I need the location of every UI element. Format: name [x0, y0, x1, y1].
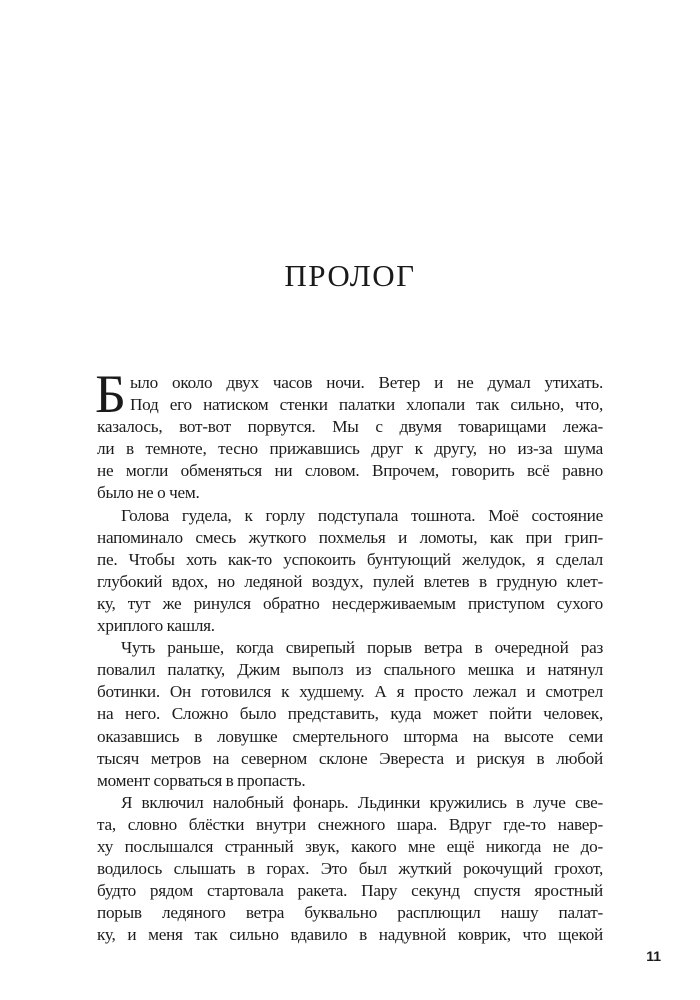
- text-line: повалил палатку, Джим выполз из спального мешка и натянул: [97, 660, 603, 680]
- text-line: ботинки. Он готовился к худшему. А я просто лежал и смотрел: [97, 682, 603, 702]
- text-line: порыв ледяного ветра буквально расплющил нашу палат-: [97, 903, 603, 923]
- text-line: Голова гудела, к горлу подступала тошнота. Моё состояние: [121, 505, 603, 525]
- text-line: водилось слышать в горах. Это был жуткий рокочущий грохот,: [97, 859, 603, 879]
- text-line: пе. Чтобы хоть как-то успокоить бунтующий желудок, я сделал: [97, 549, 603, 569]
- paragraph-2: [97, 505, 603, 638]
- text-line: будто рядом стартовала ракета. Пару секунд спустя яростный: [97, 881, 603, 901]
- text-line: ли в темноте, тесно прижавшись друг к другу, но из-за шума: [97, 439, 603, 459]
- page-number: 11: [646, 948, 661, 964]
- chapter-title: ПРОЛОГ: [284, 258, 416, 293]
- text-line: та, словно блёстки внутри снежного шара. Вдруг где-то навер-: [97, 814, 603, 834]
- text-line: оказавшись в ловушке смертельного шторма на высоте семи: [97, 726, 603, 746]
- text-line: тысяч метров на северном склоне Эвереста и рискуя в любой: [97, 748, 603, 768]
- text-line: Я включил налобный фонарь. Льдинки кружились в луче све-: [121, 792, 603, 812]
- text-line: ку, тут же ринулся обратно несдерживаемым приступом сухого: [97, 593, 603, 613]
- body-text: [95, 364, 603, 946]
- paragraph-3: [97, 637, 603, 792]
- text-line: ку, и меня так сильно вдавило в надувной коврик, что щекой: [97, 925, 603, 945]
- text-line: не могли обменяться ни словом. Впрочем, говорить всё равно: [97, 461, 603, 481]
- paragraph-1: [95, 364, 603, 505]
- text-line: напоминало смесь жуткого похмелья и ломоты, как при грип-: [97, 527, 603, 547]
- text-line: казалось, вот-вот порвутся. Мы с двумя товарищами лежа-: [97, 417, 603, 437]
- text-line: было не о чем.: [97, 483, 200, 503]
- text-line: Чуть раньше, когда свирепый порыв ветра в очередной раз: [121, 638, 603, 658]
- text-line: момент сорваться в пропасть.: [97, 770, 306, 790]
- paragraph-4: [97, 792, 603, 947]
- text-line: ыло около двух часов ночи. Ветер и не думал утихать.: [130, 373, 603, 392]
- text-line: хриплого кашля.: [97, 616, 215, 636]
- text-line: ху послышался странный звук, какого мне ещё никогда не до-: [97, 836, 603, 856]
- text-line: на него. Сложно было представить, куда может пойти человек,: [97, 704, 603, 724]
- text-line: глубокий вдох, но ледяной воздух, пулей влетев в грудную клет-: [97, 571, 603, 591]
- text-line: Под его натиском стенки палатки хлопали так сильно, что,: [130, 395, 603, 415]
- drop-cap: Б: [95, 364, 126, 424]
